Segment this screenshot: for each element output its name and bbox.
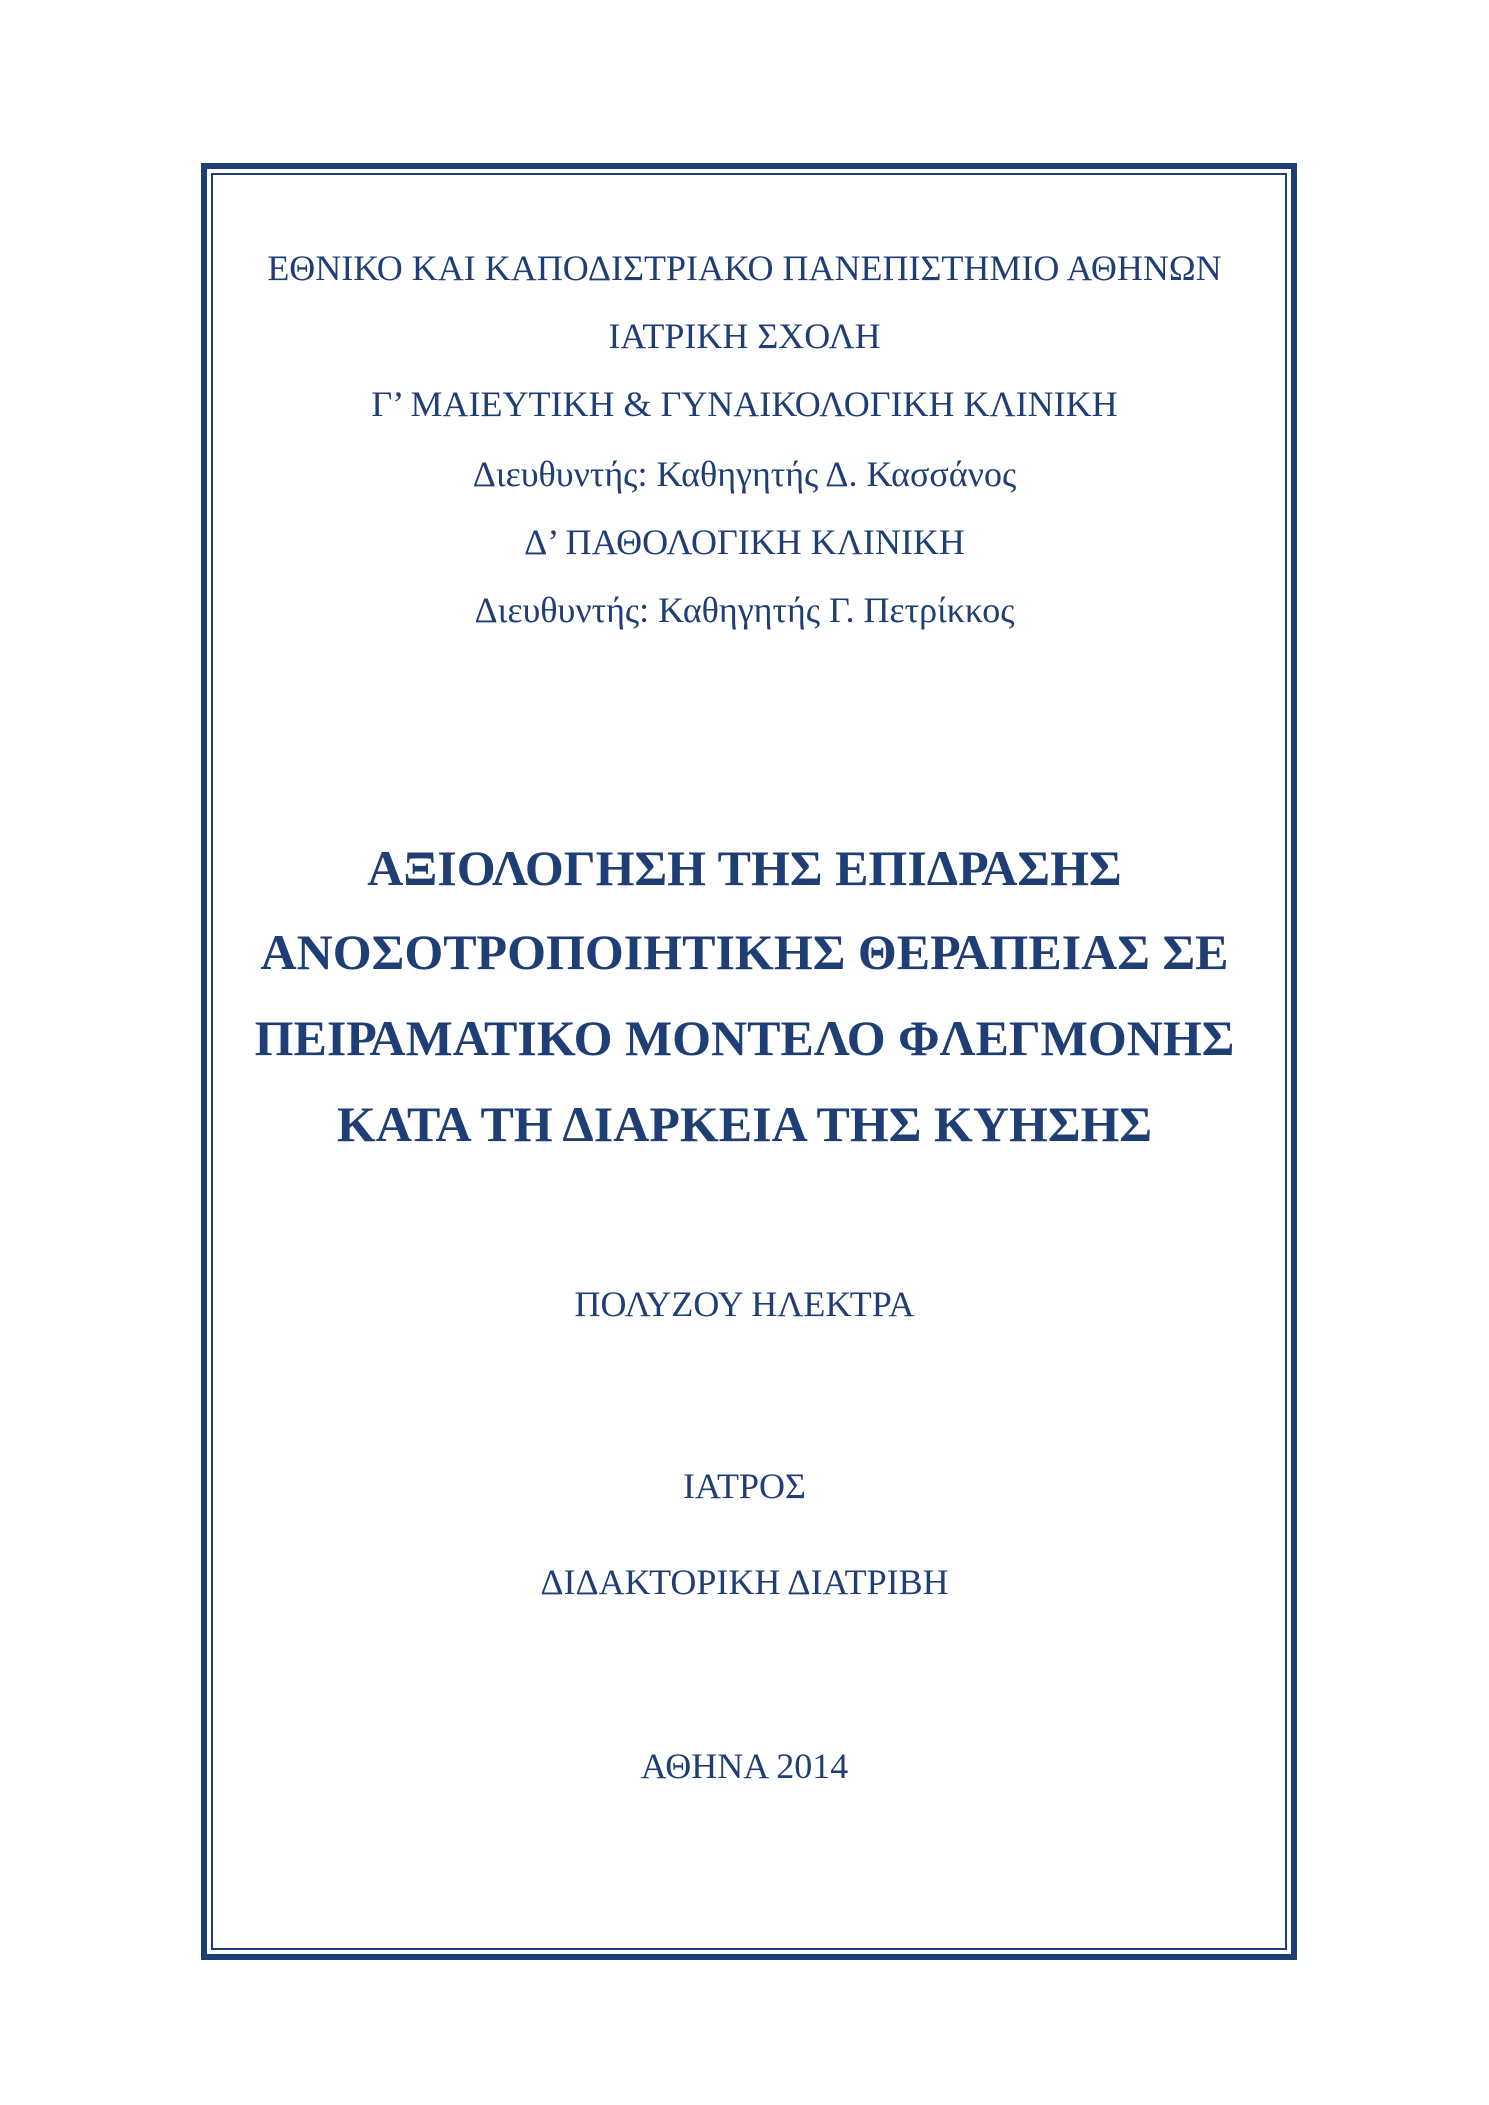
school-name: ΙΑΤΡΙΚΗ ΣΧΟΛΗ [608, 316, 881, 356]
thesis-title-line-2: ΑΝΟΣΟΤΡΟΠΟΙΗΤΙΚΗΣ ΘΕΡΑΠΕΙΑΣ ΣΕ [260, 924, 1229, 980]
document-type: ΔΙΔΑΚΤΟΡΙΚΗ ΔΙΑΤΡΙΒΗ [540, 1562, 949, 1602]
university-name: ΕΘΝΙΚΟ ΚΑΙ ΚΑΠΟΔΙΣΤΡΙΑΚΟ ΠΑΝΕΠΙΣΤΗΜΙΟ ΑΘΗΝΩΝ [267, 248, 1222, 288]
thesis-title-line-1: ΑΞΙΟΛΟΓΗΣΗ ΤΗΣ ΕΠΙΔΡΑΣΗΣ [367, 840, 1122, 896]
thesis-title-line-4: ΚΑΤΑ ΤΗ ΔΙΑΡΚΕΙΑ ΤΗΣ ΚΥΗΣΗΣ [336, 1096, 1153, 1152]
author-name: ΠΟΛΥΖΟΥ ΗΛΕΚΤΡΑ [574, 1284, 915, 1324]
director-pathology: Διευθυντής: Καθηγητής Γ. Πετρίκκος [474, 590, 1015, 630]
clinic-obstetrics: Γ’ ΜΑΙΕΥΤΙΚΗ & ΓΥΝΑΙΚΟΛΟΓΙΚΗ ΚΛΙΝΙΚΗ [371, 384, 1118, 424]
place-and-year: ΑΘΗΝΑ 2014 [640, 1746, 849, 1786]
director-obstetrics: Διευθυντής: Καθηγητής Δ. Κασσάνος [472, 454, 1017, 494]
clinic-pathology: Δ’ ΠΑΘΟΛΟΓΙΚΗ ΚΛΙΝΙΚΗ [524, 522, 965, 562]
thesis-title-line-3: ΠΕΙΡΑΜΑΤΙΚΟ ΜΟΝΤΕΛΟ ΦΛΕΓΜΟΝΗΣ [254, 1010, 1235, 1066]
author-profession: ΙΑΤΡΟΣ [683, 1466, 806, 1506]
